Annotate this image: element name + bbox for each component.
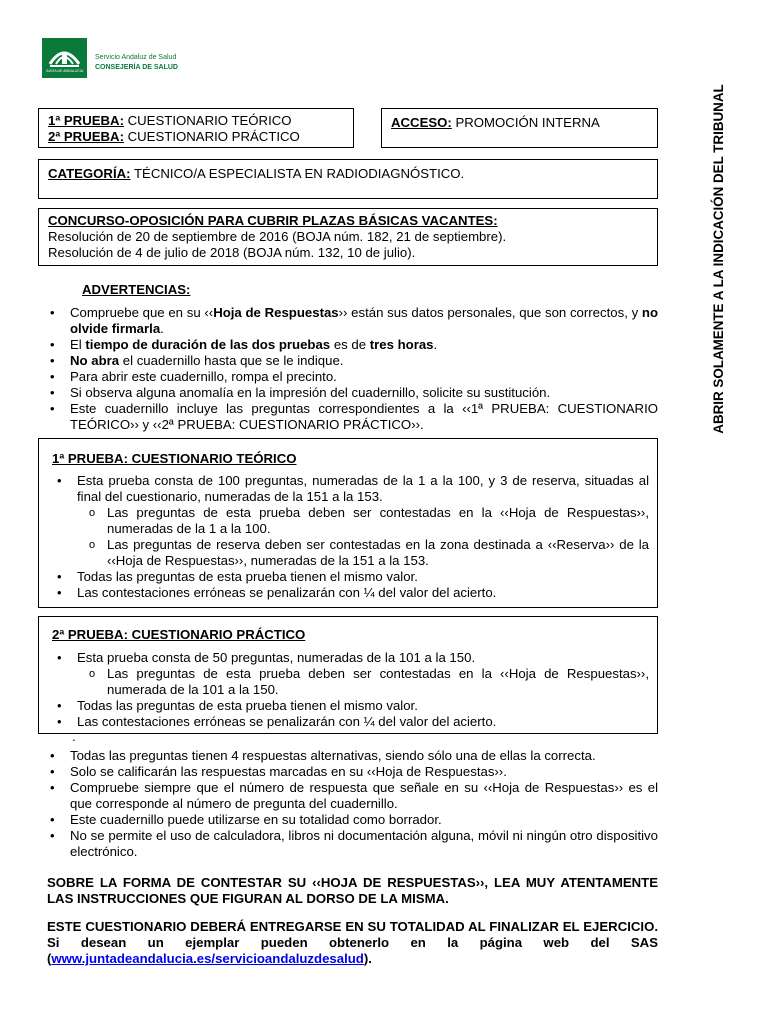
warnings-title: ADVERTENCIAS: — [82, 282, 191, 297]
warning-item — [44, 337, 658, 353]
org-department: CONSEJERÍA DE SALUD — [95, 64, 178, 71]
test-line-2 — [48, 129, 300, 145]
warning-text: El — [70, 337, 86, 352]
warning-text: es de — [330, 337, 370, 352]
practice-item — [51, 650, 649, 698]
category-line — [48, 166, 464, 182]
test-1-value: CUESTIONARIO TEÓRICO — [123, 113, 292, 128]
warning-text: . — [433, 337, 438, 352]
delivery-text-end: ). — [363, 951, 372, 966]
warning-item: • Para abrir este cuadernillo, rompa el precinto. — [44, 369, 658, 385]
junta-logo-icon — [42, 38, 87, 78]
org-name: Servicio Andaluz de Salud — [95, 54, 177, 61]
access-value: PROMOCIÓN INTERNA — [451, 115, 600, 130]
delivery-text: ESTE CUESTIONARIO DEBERÁ ENTREGARSE EN SU TOTALIDAD AL FINALIZAR EL EJERCICIO. Si desean un ejemplar pueden obtenerlo en la página web del SAS ( — [47, 919, 658, 966]
warning-strong: no olvide firmarla — [70, 305, 659, 336]
practice-title: 2ª PRUEBA: CUESTIONARIO PRÁCTICO — [52, 627, 306, 642]
access-line — [391, 115, 600, 131]
general-item: • Este cuadernillo puede utilizarse en su totalidad como borrador. — [44, 812, 658, 828]
resolution-2: Resolución de 4 de julio de 2018 (BOJA núm. 132, 10 de julio). — [48, 245, 416, 260]
warning-strong: Hoja de Respuestas — [213, 305, 339, 320]
theory-subitem: o Las preguntas de reserva deben ser contestadas en la zona destinada a ‹‹Reserva›› de la ‹‹Hoja de Respuestas››, numeradas de la 151 a la 153. — [87, 537, 649, 569]
general-list — [44, 748, 658, 860]
instructions-paragraph: SOBRE LA FORMA DE CONTESTAR SU ‹‹HOJA DE RESPUESTAS››, LEA MUY ATENTAMENTE LAS INSTRUCCIONES QUE FIGURAN AL DORSO DE LA MISMA. — [47, 875, 658, 906]
category-value: TÉCNICO/A ESPECIALISTA EN RADIODIAGNÓSTICO. — [130, 166, 465, 181]
warning-strong: tiempo de duración de las dos pruebas — [85, 337, 331, 352]
sas-website-link[interactable]: www.juntadeandalucia.es/servicioandaluzdesalud — [51, 951, 364, 966]
warning-strong: No abra — [70, 353, 120, 368]
theory-subitem: o Las preguntas de esta prueba deben ser contestadas en la ‹‹Hoja de Respuestas››, numeradas de la 1 a la 100. — [87, 505, 649, 537]
warning-item — [44, 353, 658, 369]
theory-sublist — [87, 505, 649, 569]
warning-item: • Si observa alguna anomalía en la impresión del cuadernillo, solicite su sustitución. — [44, 385, 658, 401]
warning-text: ›› están sus datos personales, que son correctos, y — [338, 305, 642, 320]
resolution-1: Resolución de 20 de septiembre de 2016 (BOJA núm. 182, 21 de septiembre). — [48, 229, 507, 244]
logo-caption: JUNTA DE ANDALUCIA — [45, 69, 84, 73]
general-item: • Todas las preguntas tienen 4 respuestas alternativas, siendo sólo una de ellas la correcta. — [44, 748, 658, 764]
practice-item-text: Esta prueba consta de 50 preguntas, numeradas de la 101 a la 150. — [77, 650, 476, 665]
theory-title: 1ª PRUEBA: CUESTIONARIO TEÓRICO — [52, 451, 297, 466]
access-label: ACCESO: — [391, 115, 452, 130]
stray-dot: . — [72, 729, 76, 744]
practice-list — [51, 650, 649, 730]
side-instruction: ABRIR SOLAMENTE A LA INDICACIÓN DEL TRIBUNAL — [711, 84, 726, 434]
contest-title: CONCURSO-OPOSICIÓN PARA CUBRIR PLAZAS BÁSICAS VACANTES: — [48, 213, 498, 228]
general-item: • Compruebe siempre que el número de respuesta que señale en su ‹‹Hoja de Respuestas›› es el que corresponde al número de pregunta del cuadernillo. — [44, 780, 658, 812]
access-box — [381, 108, 658, 148]
theory-item-text: Esta prueba consta de 100 preguntas, numeradas de la 1 a la 100, y 3 de reserva, situadas al final del cuestionario, numeradas de la 151 a la 153. — [77, 473, 649, 504]
theory-item: • Todas las preguntas de esta prueba tienen el mismo valor. — [51, 569, 649, 585]
general-item: • No se permite el uso de calculadora, libros ni documentación alguna, móvil ni ningún otro dispositivo electrónico. — [44, 828, 658, 860]
theory-list — [51, 473, 649, 601]
warning-strong: tres horas — [369, 337, 434, 352]
warning-text: el cuadernillo hasta que se le indique. — [119, 353, 344, 368]
warning-text: . — [160, 321, 164, 336]
practice-item: • Todas las preguntas de esta prueba tienen el mismo valor. — [51, 698, 649, 714]
practice-item: • Las contestaciones erróneas se penalizarán con ¼ del valor del acierto. — [51, 714, 649, 730]
theory-box — [38, 438, 658, 608]
warning-item — [44, 305, 658, 337]
practice-box — [38, 616, 658, 734]
practice-sublist — [87, 666, 649, 698]
warning-text: Compruebe que en su ‹‹ — [70, 305, 214, 320]
test-2-value: CUESTIONARIO PRÁCTICO — [123, 129, 300, 144]
category-box — [38, 159, 658, 199]
warnings-list — [44, 305, 658, 433]
theory-item: • Las contestaciones erróneas se penalizarán con ¼ del valor del acierto. — [51, 585, 649, 601]
test-line-1 — [48, 113, 292, 129]
category-label: CATEGORÍA: — [48, 166, 131, 181]
warning-item: • Este cuadernillo incluye las preguntas correspondientes a la ‹‹1ª PRUEBA: CUESTIONARIO TEÓRICO›› y ‹‹2ª PRUEBA: CUESTIONARIO PRÁCTICO››. — [44, 401, 658, 433]
delivery-paragraph — [47, 919, 658, 967]
practice-subitem: o Las preguntas de esta prueba deben ser contestadas en la ‹‹Hoja de Respuestas››, numerada de la 101 a la 150. — [87, 666, 649, 698]
contest-box — [38, 208, 658, 266]
general-item: • Solo se calificarán las respuestas marcadas en su ‹‹Hoja de Respuestas››. — [44, 764, 658, 780]
test-1-label: 1ª PRUEBA: — [48, 113, 124, 128]
test-box — [38, 108, 354, 148]
theory-item — [51, 473, 649, 569]
test-2-label: 2ª PRUEBA: — [48, 129, 124, 144]
